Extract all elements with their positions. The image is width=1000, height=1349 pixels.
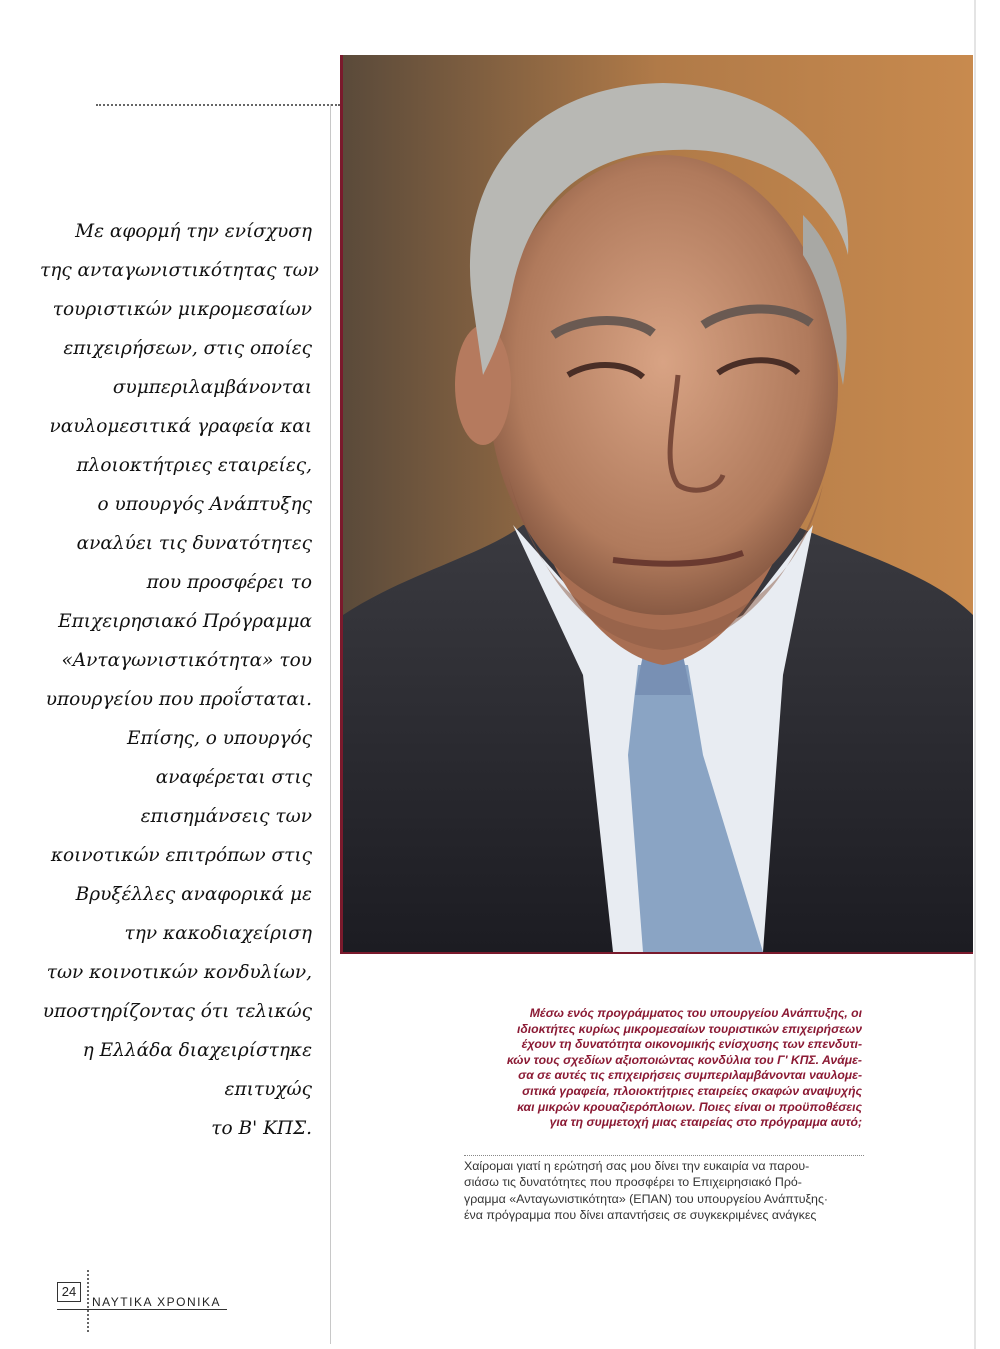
question-text: [470, 1006, 862, 1131]
question-line: και μικρών κρουαζιερόπλοιων. Ποιες είναι οι προϋποθέσεις: [517, 1099, 862, 1114]
answer-line: ένα πρόγραμμα που δίνει απαντήσεις σε συγκεκριμένες ανάγκες: [464, 1208, 817, 1223]
question-line: ιδιοκτήτες κυρίως μικρομεσαίων τουριστικών επιχειρήσεων: [516, 1021, 862, 1036]
intro-line: της ανταγωνιστικότητας των: [40, 260, 319, 281]
intro-line: αναλύει τις δυνατότητες: [76, 533, 312, 554]
footer-dotted-rule: [87, 1270, 89, 1332]
intro-line: συμπεριλαμβάνονται: [112, 377, 312, 398]
question-line: σιτικά γραφεία, πλοιοκτήτριες εταιρείες σκαφών αναψυχής: [522, 1083, 862, 1098]
dotted-rule: [96, 104, 340, 106]
intro-line: επιτυχώς: [224, 1079, 312, 1100]
intro-line: Με αφορμή την ενίσχυση: [75, 221, 312, 242]
question-line: έχουν τη δυνατότητα οικονομικής ενίσχυσης των επενδυτι-: [521, 1037, 862, 1052]
intro-line: υποστηρίζοντας ότι τελικώς: [42, 1001, 312, 1022]
intro-line: υπουργείου που προΐσταται.: [45, 689, 312, 710]
answer-line: σιάσω τις δυνατότητες που προσφέρει το Επιχειρησιακό Πρό-: [464, 1175, 802, 1190]
intro-line: η Ελλάδα διαχειρίστηκε: [82, 1040, 312, 1061]
question-line: Μέσω ενός προγράμματος του υπουργείου Ανάπτυξης, οι: [529, 1006, 862, 1020]
footer-line: [57, 1309, 227, 1310]
question-line: σα σε αυτές τις επιχειρήσεις συμπεριλαμβάνονται ναυλομε-: [518, 1068, 862, 1083]
portrait-illustration: [343, 55, 973, 952]
page-edge: [974, 0, 976, 1349]
intro-line: αναφέρεται στις: [155, 767, 312, 788]
intro-line: των κοινοτικών κονδυλίων,: [46, 962, 312, 983]
intro-text: [40, 212, 319, 1148]
page-number: 24: [57, 1282, 81, 1302]
photo-border-left: [340, 55, 343, 954]
intro-line: κοινοτικών επιτρόπων στις: [50, 845, 312, 866]
intro-line: επιχειρήσεων, στις οποίες: [63, 338, 312, 359]
intro-line: το Β' ΚΠΣ.: [211, 1118, 312, 1139]
magazine-title: ΝΑΥΤΙΚΑ ΧΡΟΝΙΚΑ: [92, 1295, 221, 1309]
intro-line: την κακοδιαχείριση: [124, 923, 312, 944]
photo-border-bottom: [340, 952, 973, 954]
intro-line: πλοιοκτήτριες εταιρείες,: [76, 455, 312, 476]
intro-line: που προσφέρει το: [146, 572, 312, 593]
intro-line: ναυλομεσιτικά γραφεία και: [49, 416, 312, 437]
intro-line: Επιχειρησιακό Πρόγραμμα: [58, 611, 312, 632]
intro-line: Επίσης, ο υπουργός: [127, 728, 312, 749]
question-line: για τη συμμετοχή μιας εταιρείας στο πρόγραμμα αυτό;: [549, 1115, 862, 1130]
answer-line: Χαίρομαι γιατί η ερώτησή σας μου δίνει την ευκαιρία να παρου-: [464, 1159, 810, 1173]
intro-line: «Ανταγωνιστικότητα» του: [61, 650, 312, 671]
question-line: κών τους σχεδίων αξιοποιώντας κονδύλια του Γ' ΚΠΣ. Ανάμε-: [506, 1052, 862, 1067]
intro-line: επισημάνσεις των: [140, 806, 312, 827]
intro-line: Βρυξέλλες αναφορικά με: [75, 884, 312, 905]
intro-line: ο υπουργός Ανάπτυξης: [97, 494, 312, 515]
answer-line: γραμμα «Ανταγωνιστικότητα» (ΕΠΑΝ) του υπουργείου Ανάπτυξης·: [464, 1191, 829, 1206]
intro-line: τουριστικών μικρομεσαίων: [52, 299, 312, 320]
answer-text: [464, 1158, 864, 1224]
question-separator: [464, 1155, 864, 1156]
column-rule: [330, 104, 331, 1344]
